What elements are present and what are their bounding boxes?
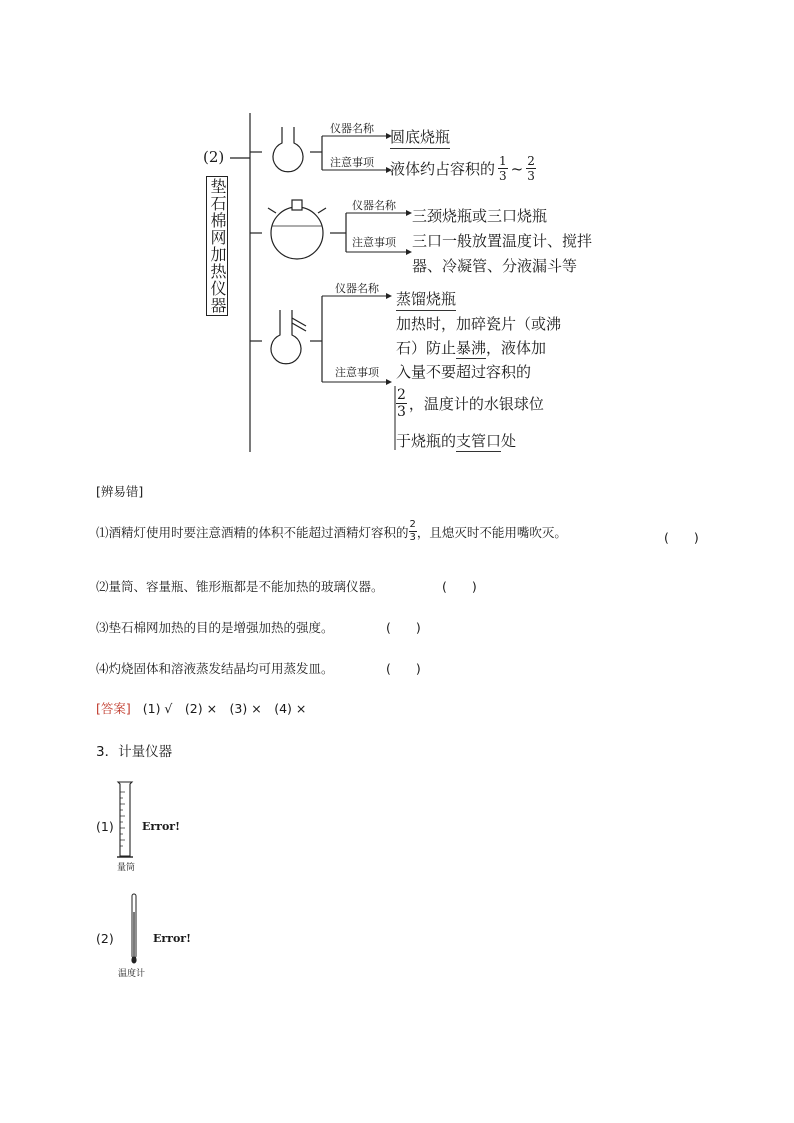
question-4: ⑷灼烧固体和溶液蒸发结晶均可用蒸发皿。 [96, 661, 334, 676]
item3-line1: 加热时，加碎瓷片（或沸 [396, 315, 562, 333]
item3-name-label: 仪器名称 [335, 282, 379, 295]
item1-name: 圆底烧瓶 [390, 126, 450, 149]
item-2-error: Error! [153, 932, 191, 945]
item2-name-label: 仪器名称 [352, 199, 396, 212]
item1-note: 液体约占容积的 $\frac{1}{3}$ ~ $\frac{2}{3}$ [390, 154, 535, 183]
category-label: 垫石棉网加热仪器 [208, 178, 227, 314]
item3-line2: 石）防止暴沸，液体加 [396, 339, 547, 357]
answer-line [96, 699, 306, 717]
item3-note-label: 注意事项 [335, 366, 379, 379]
item3-line3: 入量不要超过容积的 [396, 363, 532, 381]
three-neck-flask-icon [268, 200, 326, 259]
question-2-answer-blank: ( ) [442, 579, 477, 594]
question-1: ⑴酒精灯使用时要注意酒精的体积不能超过酒精灯容积的 $\frac{2}{3}$ ，且熄灭时不能用嘴吹灭。 [96, 519, 567, 543]
round-bottom-flask-icon [273, 127, 303, 172]
item-1-error: Error! [142, 820, 180, 833]
item1-name-label: 仪器名称 [330, 122, 374, 135]
question-4-answer-blank: ( ) [386, 661, 421, 676]
question-3-answer-blank: ( ) [386, 620, 421, 635]
answer-text: (1) √ (2) × (3) × (4) × [142, 701, 307, 716]
section-3-title: 3．计量仪器 [96, 744, 173, 760]
question-1-answer-blank: ( ) [664, 530, 699, 545]
item2-note-line1: 三口一般放置温度计、搅拌 [412, 232, 593, 250]
item2-note-line2: 器、冷凝管、分液漏斗等 [412, 257, 578, 275]
thermometer-icon [126, 892, 142, 966]
item1-note-label: 注意事项 [330, 156, 374, 169]
item3-line4: $\frac{2}{3}$ ，温度计的水银球位 [397, 387, 544, 420]
item2-note-label: 注意事项 [352, 236, 396, 249]
question-3: ⑶垫石棉网加热的目的是增强加热的强度。 [96, 620, 334, 635]
item-2-caption: 温度计 [118, 969, 146, 979]
answer-label: [答案] [96, 701, 131, 716]
item-2-number: (2) [96, 931, 114, 946]
graduated-cylinder-icon [112, 778, 142, 862]
item-1-number: (1) [96, 819, 114, 834]
item3-name: 蒸馏烧瓶 [396, 288, 456, 311]
bianyicuo-heading: [辨易错] [96, 484, 144, 499]
distillation-flask-icon [271, 310, 306, 364]
item3-line5: 于烧瓶的支管口处 [396, 432, 517, 450]
question-2: ⑵量筒、容量瓶、锥形瓶都是不能加热的玻璃仪器。 [96, 579, 384, 594]
item2-name: 三颈烧瓶或三口烧瓶 [412, 207, 548, 225]
section-number: (2) [203, 148, 225, 166]
item-1-caption: 量筒 [117, 863, 136, 873]
